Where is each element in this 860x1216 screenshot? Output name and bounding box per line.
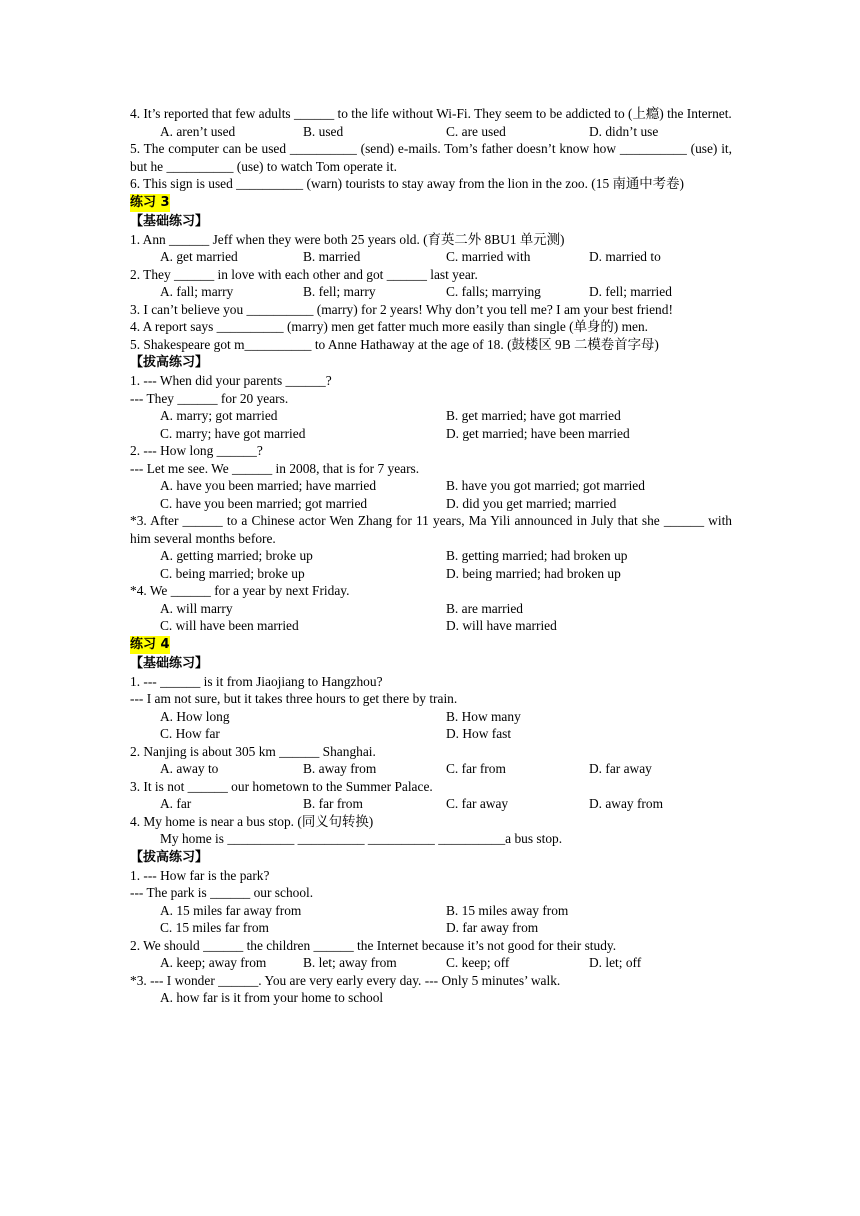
answer-options-row	[130, 760, 732, 778]
answer-options-row	[130, 617, 732, 635]
question-text: --- I am not sure, but it takes three hours to get there by train.	[130, 691, 458, 706]
answer-options-row	[130, 407, 732, 425]
answer-option: D. will have married	[446, 618, 557, 633]
answer-option: C. How far	[160, 726, 220, 741]
exercise-heading-label: 练习 4	[130, 636, 170, 652]
answer-options-row	[130, 708, 732, 726]
answer-option: C. being married; broke up	[160, 565, 305, 581]
answer-option: D. married to	[589, 249, 661, 264]
question-text: 2. We should ______ the children ______ the Internet because it’s not good for their study.	[130, 937, 617, 953]
question-text: 2. They ______ in love with each other and got ______ last year.	[130, 266, 478, 282]
section-heading: 【拔高练习】	[130, 849, 209, 865]
indented-line: A. how far is it from your home to school	[160, 990, 384, 1005]
answer-option: B. getting married; had broken up	[446, 548, 628, 563]
answer-option: A. keep; away from	[160, 955, 267, 970]
answer-option: A. will marry	[160, 600, 233, 616]
answer-option: A. getting married; broke up	[160, 548, 313, 563]
answer-option: A. aren’t used	[160, 123, 236, 139]
answer-option: C. will have been married	[160, 618, 299, 633]
exercise-heading	[130, 635, 732, 654]
answer-option: A. have you been married; have married	[160, 478, 377, 493]
question-text: 4. My home is near a bus stop. (同义句转换)	[130, 813, 374, 829]
section-heading: 【基础练习】	[130, 655, 209, 671]
answer-options-row	[130, 495, 732, 513]
answer-option: C. falls; marrying	[446, 284, 541, 299]
answer-option: C. are used	[446, 123, 506, 139]
question-text: 1. --- ______ is it from Jiaojiang to Hangzhou?	[130, 673, 383, 689]
answer-option: D. didn’t use	[589, 123, 659, 139]
answer-options-row	[130, 425, 732, 443]
answer-option: D. far away	[589, 761, 652, 776]
answer-option: D. get married; have been married	[446, 425, 630, 441]
answer-option: D. away from	[589, 796, 663, 811]
question-text: *3. After ______ to a Chinese actor Wen Zhang for 11 years, Ma Yili announced in July that she ______ with him several months before.	[130, 513, 732, 546]
question-text: 3. It is not ______ our hometown to the Summer Palace.	[130, 778, 433, 794]
answer-option: B. far from	[303, 796, 363, 811]
answer-options-row	[130, 725, 732, 743]
answer-option: B. let; away from	[303, 955, 397, 970]
question-text: 1. Ann ______ Jeff when they were both 25 years old. (育英二外 8BU1 单元测)	[130, 231, 565, 247]
answer-option: D. being married; had broken up	[446, 565, 621, 581]
answer-options-row	[130, 283, 732, 301]
exercise-heading	[130, 193, 732, 212]
question-text: 5. The computer can be used __________ (send) e-mails. Tom’s father doesn’t know how __________ (use) it, but he __________ (use) to watch Tom operate it.	[130, 141, 732, 174]
answer-option: C. far from	[446, 761, 506, 776]
answer-options-row	[130, 565, 732, 583]
answer-option: D. How fast	[446, 726, 512, 741]
question-text: --- The park is ______ our school.	[130, 885, 314, 900]
answer-option: A. marry; got married	[160, 408, 278, 423]
answer-option: B. away from	[303, 761, 377, 776]
question-text: 5. Shakespeare got m__________ to Anne Hathaway at the age of 18. (鼓楼区 9B 二模卷首字母)	[130, 336, 659, 352]
answer-option: B. used	[303, 123, 344, 139]
question-text: 1. --- When did your parents ______?	[130, 373, 332, 388]
answer-option: A. far	[160, 796, 192, 811]
section-heading: 【拔高练习】	[130, 355, 209, 370]
answer-option: A. away to	[160, 761, 219, 776]
answer-option: B. get married; have got married	[446, 408, 621, 423]
answer-option: B. fell; marry	[303, 284, 376, 299]
answer-options-row	[130, 795, 732, 813]
answer-option: D. let; off	[589, 955, 642, 970]
answer-option: D. fell; married	[589, 284, 672, 299]
question-text: *4. We ______ for a year by next Friday.	[130, 583, 350, 598]
question-text: 2. --- How long ______?	[130, 443, 263, 458]
worksheet-document	[130, 105, 732, 1007]
answer-option: C. far away	[446, 796, 509, 811]
answer-option: C. married with	[446, 249, 531, 264]
exercise-heading-label: 练习 3	[130, 194, 170, 210]
answer-option: B. 15 miles away from	[446, 902, 569, 918]
question-text: *3. --- I wonder ______. You are very early every day. --- Only 5 minutes’ walk.	[130, 972, 561, 988]
answer-option: C. keep; off	[446, 955, 510, 970]
indented-line: My home is __________ __________ __________ __________a bus stop.	[160, 831, 563, 846]
question-text: --- They ______ for 20 years.	[130, 390, 289, 406]
section-heading: 【基础练习】	[130, 213, 209, 229]
answer-option: D. did you get married; married	[446, 495, 617, 511]
answer-options-row	[130, 477, 732, 495]
answer-options-row	[130, 954, 732, 972]
answer-option: B. married	[303, 249, 361, 264]
answer-options-row	[130, 547, 732, 565]
answer-option: A. fall; marry	[160, 284, 234, 299]
answer-options-row	[130, 123, 732, 141]
question-text: 1. --- How far is the park?	[130, 867, 270, 883]
answer-option: C. have you been married; got married	[160, 495, 368, 511]
answer-option: B. are married	[446, 600, 523, 616]
answer-options-row	[130, 902, 732, 920]
answer-option: B. How many	[446, 708, 521, 724]
answer-option: A. get married	[160, 249, 238, 264]
question-text: 3. I can’t believe you __________ (marry) for 2 years! Why don’t you tell me? I am your best friend!	[130, 301, 673, 317]
question-text: 4. It’s reported that few adults ______ to the life without Wi-Fi. They seem to be addicted to (上瘾) the Internet.	[130, 106, 732, 121]
answer-options-row	[130, 600, 732, 618]
answer-options-row	[130, 248, 732, 266]
answer-option: B. have you got married; got married	[446, 478, 645, 493]
answer-option: C. 15 miles far from	[160, 920, 269, 935]
answer-option: A. 15 miles far away from	[160, 902, 302, 918]
answer-options-row	[130, 919, 732, 937]
question-text: 2. Nanjing is about 305 km ______ Shanghai.	[130, 743, 376, 759]
answer-option: D. far away from	[446, 920, 539, 935]
question-text: --- Let me see. We ______ in 2008, that is for 7 years.	[130, 460, 420, 476]
question-text: 4. A report says __________ (marry) men get fatter much more easily than single (单身的) men.	[130, 319, 649, 334]
question-text: 6. This sign is used __________ (warn) tourists to stay away from the lion in the zoo. (15 南通中考卷)	[130, 176, 684, 191]
answer-option: C. marry; have got married	[160, 425, 306, 441]
answer-option: A. How long	[160, 708, 230, 724]
